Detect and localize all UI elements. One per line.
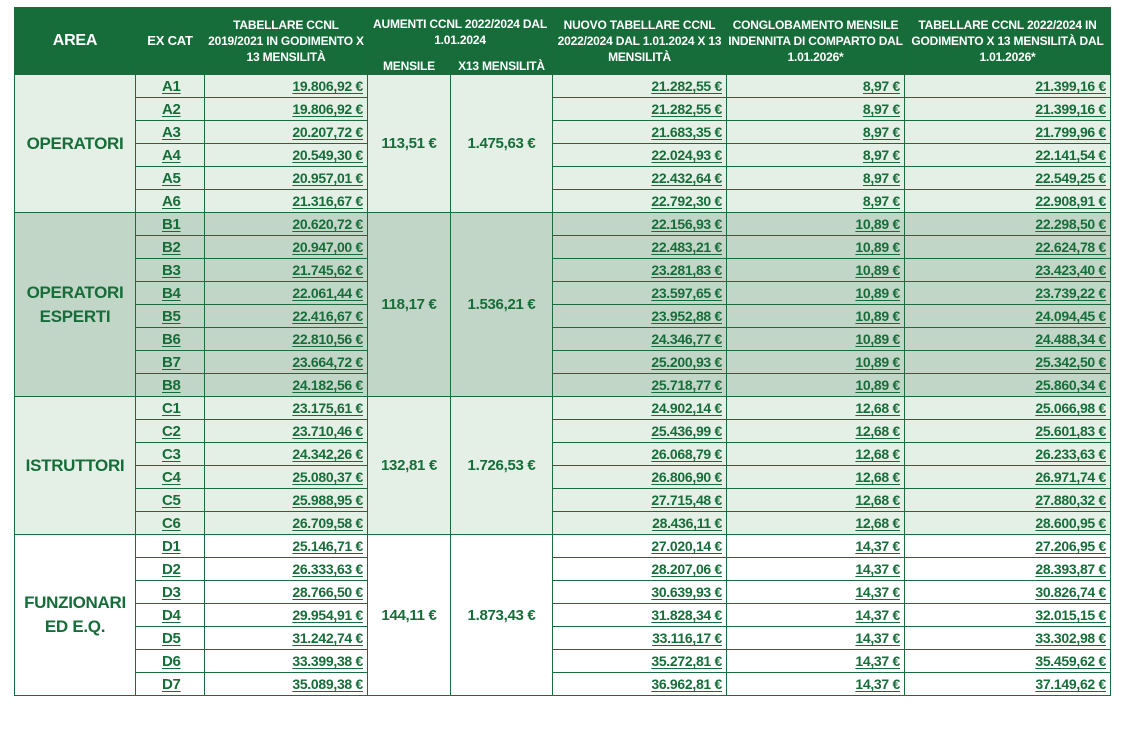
category-code: B4 xyxy=(136,282,205,305)
nuovo-tabellare-value: 21.282,55 € xyxy=(553,98,727,121)
nuovo-tabellare-value: 24.902,14 € xyxy=(553,397,727,420)
conglobamento-value: 10,89 € xyxy=(727,259,905,282)
table-row xyxy=(15,627,1111,650)
mensile-increase: 113,51 € xyxy=(368,75,451,213)
table-row xyxy=(15,535,1111,558)
nuovo-tabellare-value: 30.639,93 € xyxy=(553,581,727,604)
tabellare-2022-value: 32.015,15 € xyxy=(905,604,1111,627)
category-code: B5 xyxy=(136,305,205,328)
table-row xyxy=(15,581,1111,604)
table-row xyxy=(15,236,1111,259)
mensile-increase: 132,81 € xyxy=(368,397,451,535)
category-code: D5 xyxy=(136,627,205,650)
tabellare-2019-value: 25.146,71 € xyxy=(205,535,368,558)
tabellare-2022-value: 22.624,78 € xyxy=(905,236,1111,259)
table-header xyxy=(15,8,1111,75)
conglobamento-value: 12,68 € xyxy=(727,397,905,420)
conglobamento-value: 10,89 € xyxy=(727,351,905,374)
nuovo-tabellare-value: 23.597,65 € xyxy=(553,282,727,305)
x13-increase: 1.873,43 € xyxy=(451,535,553,696)
header-nuovo-tabellare-text: NUOVO TABELLARE CCNL 2022/2024 DAL 1.01.2024 X 13 MENSILITÀ xyxy=(557,18,722,64)
header-tabellare-2022-text: TABELLARE CCNL 2022/2024 IN GODIMENTO X 13 MENSILITÀ DAL 1.01.2026* xyxy=(911,18,1104,64)
conglobamento-value: 12,68 € xyxy=(727,512,905,535)
tabellare-2022-value: 23.423,40 € xyxy=(905,259,1111,282)
tabellare-2022-value: 27.206,95 € xyxy=(905,535,1111,558)
conglobamento-value: 10,89 € xyxy=(727,282,905,305)
category-code: C6 xyxy=(136,512,205,535)
conglobamento-value: 12,68 € xyxy=(727,443,905,466)
category-code: C1 xyxy=(136,397,205,420)
tabellare-2019-value: 21.316,67 € xyxy=(205,190,368,213)
x13-increase: 1.536,21 € xyxy=(451,213,553,397)
tabellare-2019-value: 23.664,72 € xyxy=(205,351,368,374)
table-row xyxy=(15,75,1111,98)
table-row xyxy=(15,259,1111,282)
header-aumenti-text: AUMENTI CCNL 2022/2024 DAL 1.01.2024 xyxy=(373,17,547,47)
table-row xyxy=(15,466,1111,489)
tabellare-2022-value: 24.488,34 € xyxy=(905,328,1111,351)
nuovo-tabellare-value: 28.207,06 € xyxy=(553,558,727,581)
tabellare-2019-value: 35.089,38 € xyxy=(205,673,368,696)
tabellare-2022-value: 35.459,62 € xyxy=(905,650,1111,673)
tabellare-2022-value: 27.880,32 € xyxy=(905,489,1111,512)
nuovo-tabellare-value: 22.156,93 € xyxy=(553,213,727,236)
mensile-increase: 118,17 € xyxy=(368,213,451,397)
category-code: A2 xyxy=(136,98,205,121)
nuovo-tabellare-value: 23.952,88 € xyxy=(553,305,727,328)
tabellare-2019-value: 20.549,30 € xyxy=(205,144,368,167)
conglobamento-value: 10,89 € xyxy=(727,213,905,236)
conglobamento-value: 10,89 € xyxy=(727,328,905,351)
tabellare-2022-value: 22.549,25 € xyxy=(905,167,1111,190)
conglobamento-value: 8,97 € xyxy=(727,144,905,167)
table-row xyxy=(15,282,1111,305)
tabellare-2019-value: 25.080,37 € xyxy=(205,466,368,489)
table-row xyxy=(15,213,1111,236)
nuovo-tabellare-value: 21.683,35 € xyxy=(553,121,727,144)
category-code: A5 xyxy=(136,167,205,190)
conglobamento-value: 8,97 € xyxy=(727,121,905,144)
header-mensile: MENSILE xyxy=(368,57,451,75)
conglobamento-value: 14,37 € xyxy=(727,558,905,581)
conglobamento-value: 12,68 € xyxy=(727,489,905,512)
nuovo-tabellare-value: 25.718,77 € xyxy=(553,374,727,397)
nuovo-tabellare-value: 31.828,34 € xyxy=(553,604,727,627)
category-code: D6 xyxy=(136,650,205,673)
category-code: D2 xyxy=(136,558,205,581)
tabellare-2019-value: 24.342,26 € xyxy=(205,443,368,466)
category-code: C3 xyxy=(136,443,205,466)
category-code: D3 xyxy=(136,581,205,604)
tabellare-2022-value: 22.298,50 € xyxy=(905,213,1111,236)
tabellare-2019-value: 21.745,62 € xyxy=(205,259,368,282)
category-code: A6 xyxy=(136,190,205,213)
header-conglobamento xyxy=(727,8,905,75)
header-tabellare-2019-text: TABELLARE CCNL 2019/2021 IN GODIMENTO X 13 MENSILITÀ xyxy=(208,18,364,64)
table-row xyxy=(15,328,1111,351)
tabellare-2019-value: 23.175,61 € xyxy=(205,397,368,420)
tabellare-2022-value: 25.342,50 € xyxy=(905,351,1111,374)
nuovo-tabellare-value: 25.436,99 € xyxy=(553,420,727,443)
nuovo-tabellare-value: 25.200,93 € xyxy=(553,351,727,374)
tabellare-2019-value: 20.957,01 € xyxy=(205,167,368,190)
header-area: AREA xyxy=(15,8,136,75)
conglobamento-value: 8,97 € xyxy=(727,167,905,190)
table-row xyxy=(15,98,1111,121)
header-aumenti xyxy=(368,8,553,57)
table-row xyxy=(15,374,1111,397)
header-tabellare-2019 xyxy=(205,8,368,75)
salary-table xyxy=(14,7,1111,696)
conglobamento-value: 14,37 € xyxy=(727,535,905,558)
nuovo-tabellare-value: 28.436,11 € xyxy=(553,512,727,535)
conglobamento-value: 12,68 € xyxy=(727,420,905,443)
conglobamento-value: 14,37 € xyxy=(727,604,905,627)
category-code: D7 xyxy=(136,673,205,696)
tabellare-2022-value: 30.826,74 € xyxy=(905,581,1111,604)
tabellare-2022-value: 21.399,16 € xyxy=(905,98,1111,121)
tabellare-2019-value: 26.333,63 € xyxy=(205,558,368,581)
nuovo-tabellare-value: 22.483,21 € xyxy=(553,236,727,259)
nuovo-tabellare-value: 33.116,17 € xyxy=(553,627,727,650)
nuovo-tabellare-value: 26.068,79 € xyxy=(553,443,727,466)
header-tabellare-2022 xyxy=(905,8,1111,75)
tabellare-2019-value: 22.416,67 € xyxy=(205,305,368,328)
tabellare-2022-value: 22.908,91 € xyxy=(905,190,1111,213)
tabellare-2019-value: 26.709,58 € xyxy=(205,512,368,535)
tabellare-2022-value: 21.399,16 € xyxy=(905,75,1111,98)
tabellare-2019-value: 22.061,44 € xyxy=(205,282,368,305)
category-code: D1 xyxy=(136,535,205,558)
tabellare-2019-value: 25.988,95 € xyxy=(205,489,368,512)
header-nuovo-tabellare xyxy=(553,8,727,75)
conglobamento-value: 8,97 € xyxy=(727,190,905,213)
tabellare-2022-value: 37.149,62 € xyxy=(905,673,1111,696)
tabellare-2022-value: 26.233,63 € xyxy=(905,443,1111,466)
area-label: ISTRUTTORI xyxy=(15,397,136,535)
nuovo-tabellare-value: 26.806,90 € xyxy=(553,466,727,489)
tabellare-2019-value: 33.399,38 € xyxy=(205,650,368,673)
tabellare-2022-value: 24.094,45 € xyxy=(905,305,1111,328)
table-row xyxy=(15,190,1111,213)
category-code: C2 xyxy=(136,420,205,443)
table-row xyxy=(15,443,1111,466)
nuovo-tabellare-value: 22.432,64 € xyxy=(553,167,727,190)
conglobamento-value: 10,89 € xyxy=(727,374,905,397)
tabellare-2019-value: 20.207,72 € xyxy=(205,121,368,144)
table-row xyxy=(15,650,1111,673)
nuovo-tabellare-value: 22.792,30 € xyxy=(553,190,727,213)
table-row xyxy=(15,604,1111,627)
tabellare-2019-value: 19.806,92 € xyxy=(205,98,368,121)
header-conglobamento-text: CONGLOBAMENTO MENSILE INDENNITA DI COMPARTO DAL 1.01.2026* xyxy=(728,18,903,64)
tabellare-2019-value: 22.810,56 € xyxy=(205,328,368,351)
tabellare-2022-value: 23.739,22 € xyxy=(905,282,1111,305)
tabellare-2022-value: 22.141,54 € xyxy=(905,144,1111,167)
tabellare-2019-value: 23.710,46 € xyxy=(205,420,368,443)
tabellare-2022-value: 33.302,98 € xyxy=(905,627,1111,650)
table-row xyxy=(15,144,1111,167)
category-code: A3 xyxy=(136,121,205,144)
header-x13: X13 MENSILITÀ xyxy=(451,57,553,75)
table-row xyxy=(15,512,1111,535)
mensile-increase: 144,11 € xyxy=(368,535,451,696)
nuovo-tabellare-value: 22.024,93 € xyxy=(553,144,727,167)
category-code: A1 xyxy=(136,75,205,98)
table-row xyxy=(15,673,1111,696)
tabellare-2022-value: 28.600,95 € xyxy=(905,512,1111,535)
table-row xyxy=(15,305,1111,328)
category-code: D4 xyxy=(136,604,205,627)
table-row xyxy=(15,558,1111,581)
conglobamento-value: 10,89 € xyxy=(727,305,905,328)
category-code: C4 xyxy=(136,466,205,489)
area-label: OPERATORI xyxy=(15,75,136,213)
nuovo-tabellare-value: 27.020,14 € xyxy=(553,535,727,558)
tabellare-2019-value: 31.242,74 € xyxy=(205,627,368,650)
tabellare-2022-value: 25.860,34 € xyxy=(905,374,1111,397)
header-ex-cat: EX CAT xyxy=(136,8,205,75)
conglobamento-value: 14,37 € xyxy=(727,627,905,650)
category-code: B6 xyxy=(136,328,205,351)
tabellare-2019-value: 28.766,50 € xyxy=(205,581,368,604)
area-label: OPERATORI ESPERTI xyxy=(15,213,136,397)
table-row xyxy=(15,489,1111,512)
tabellare-2022-value: 26.971,74 € xyxy=(905,466,1111,489)
nuovo-tabellare-value: 23.281,83 € xyxy=(553,259,727,282)
category-code: B2 xyxy=(136,236,205,259)
tabellare-2019-value: 19.806,92 € xyxy=(205,75,368,98)
area-label: FUNZIONARI ED E.Q. xyxy=(15,535,136,696)
table-body xyxy=(15,75,1111,696)
tabellare-2022-value: 25.601,83 € xyxy=(905,420,1111,443)
category-code: B8 xyxy=(136,374,205,397)
nuovo-tabellare-value: 35.272,81 € xyxy=(553,650,727,673)
conglobamento-value: 10,89 € xyxy=(727,236,905,259)
nuovo-tabellare-value: 27.715,48 € xyxy=(553,489,727,512)
conglobamento-value: 14,37 € xyxy=(727,581,905,604)
table-row xyxy=(15,167,1111,190)
conglobamento-value: 8,97 € xyxy=(727,75,905,98)
tabellare-2019-value: 24.182,56 € xyxy=(205,374,368,397)
footnote-partial xyxy=(16,721,19,733)
x13-increase: 1.726,53 € xyxy=(451,397,553,535)
table-row xyxy=(15,397,1111,420)
nuovo-tabellare-value: 21.282,55 € xyxy=(553,75,727,98)
tabellare-2022-value: 28.393,87 € xyxy=(905,558,1111,581)
category-code: C5 xyxy=(136,489,205,512)
nuovo-tabellare-value: 24.346,77 € xyxy=(553,328,727,351)
conglobamento-value: 14,37 € xyxy=(727,673,905,696)
tabellare-2019-value: 29.954,91 € xyxy=(205,604,368,627)
category-code: B1 xyxy=(136,213,205,236)
table-row xyxy=(15,351,1111,374)
category-code: A4 xyxy=(136,144,205,167)
tabellare-2019-value: 20.947,00 € xyxy=(205,236,368,259)
category-code: B7 xyxy=(136,351,205,374)
table-row xyxy=(15,420,1111,443)
table-row xyxy=(15,121,1111,144)
nuovo-tabellare-value: 36.962,81 € xyxy=(553,673,727,696)
conglobamento-value: 14,37 € xyxy=(727,650,905,673)
conglobamento-value: 12,68 € xyxy=(727,466,905,489)
tabellare-2022-value: 21.799,96 € xyxy=(905,121,1111,144)
x13-increase: 1.475,63 € xyxy=(451,75,553,213)
tabellare-2019-value: 20.620,72 € xyxy=(205,213,368,236)
conglobamento-value: 8,97 € xyxy=(727,98,905,121)
tabellare-2022-value: 25.066,98 € xyxy=(905,397,1111,420)
category-code: B3 xyxy=(136,259,205,282)
